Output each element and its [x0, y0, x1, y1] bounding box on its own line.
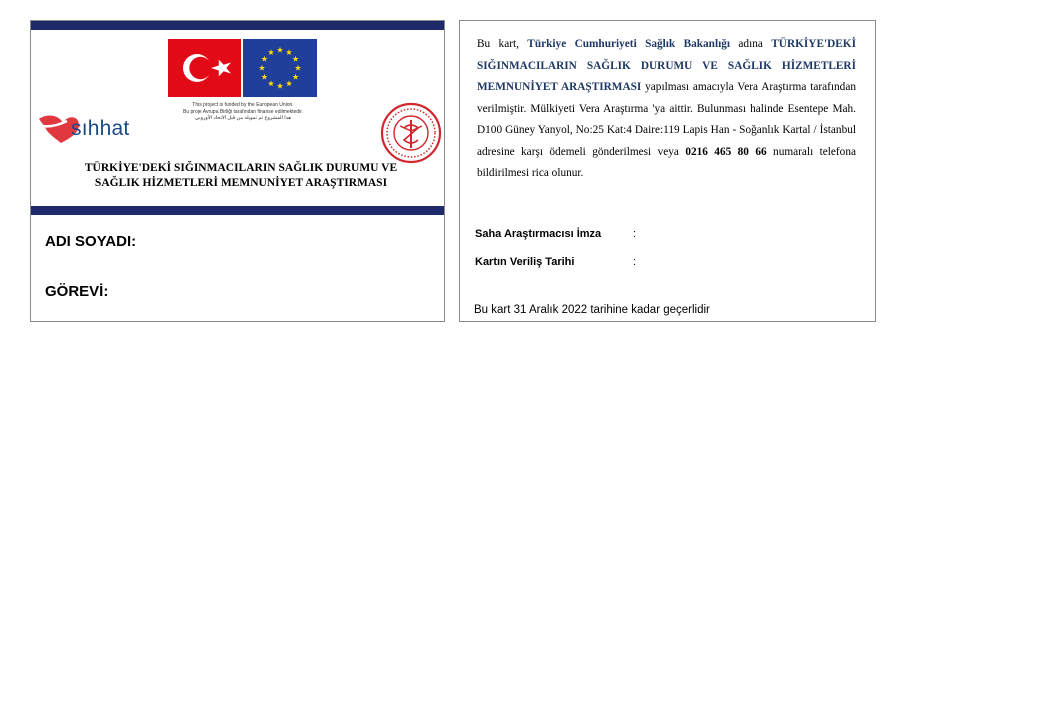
card-back — [459, 20, 876, 322]
eu-funding-tr: Bu proje Avrupa Birliği tarafından finanse edilmektedir. — [183, 108, 303, 115]
sihhat-brand-text: sıhhat — [71, 117, 130, 140]
survey-title — [71, 161, 411, 191]
middle-band — [31, 206, 444, 215]
eu-funding-ar: هذا المشروع تم تمويله من قبل الاتحاد الأوروبي — [195, 115, 291, 121]
signature-colon: : — [633, 228, 637, 240]
info-text-1: Bu kart, — [477, 38, 528, 50]
issue-date-label: Kartın Veriliş Tarihi — [475, 256, 575, 268]
card-front — [30, 20, 445, 322]
card-info-paragraph — [477, 34, 856, 185]
role-label: GÖREVİ: — [45, 283, 109, 300]
signature-label: Saha Araştırmacısı İmza — [475, 228, 602, 240]
info-text-3: yapılması amacıyla Vera Araştırma tarafından verilmiştir. Mülkiyeti Vera Araştırma 'ya aittir. Bulunması halinde Esentepe Mah. D100 Güney Yanyol, No:25 Kat:4 Daire:119 Lapis Han - Soğanlık Kartal / İstanbul adresine karşı ödemeli gönderilmesi veya — [477, 81, 856, 158]
top-band — [31, 21, 444, 30]
turkish-flag-icon — [168, 39, 241, 97]
survey-title-line-1: TÜRKİYE'DEKİ SIĞINMACILARIN SAĞLIK DURUMU VE — [84, 162, 398, 174]
issue-date-colon: : — [633, 256, 637, 268]
info-text-4: numaralı telefona bildirilmesi rica olunur. — [477, 145, 856, 179]
phone-number: 0216 465 80 66 — [685, 145, 767, 158]
issue-date-row — [475, 256, 636, 268]
signature-row — [475, 228, 636, 240]
eu-flag-icon — [243, 39, 317, 97]
survey-title-line-2: SAĞLIK HİZMETLERİ MEMNUNİYET ARAŞTIRMASI — [94, 177, 388, 189]
ministry-name: Türkiye Cumhuriyeti Sağlık Bakanlığı — [527, 38, 731, 50]
name-label: ADI SOYADI: — [45, 233, 137, 250]
info-text-2: adına — [730, 38, 772, 50]
survey-name: TÜRKİYE'DEKİ SIĞINMACILARIN SAĞLIK DURUMU VE SAĞLIK HİZMETLERİ MEMNUNİYET ARAŞTIRMASI — [477, 38, 856, 93]
eu-funding-note — [163, 102, 323, 122]
eu-funding-en: This project is funded by the European Union. — [192, 102, 294, 108]
validity-note: Bu kart 31 Aralık 2022 tarihine kadar geçerlidir — [474, 304, 710, 316]
ministry-of-health-seal-icon — [380, 102, 442, 164]
